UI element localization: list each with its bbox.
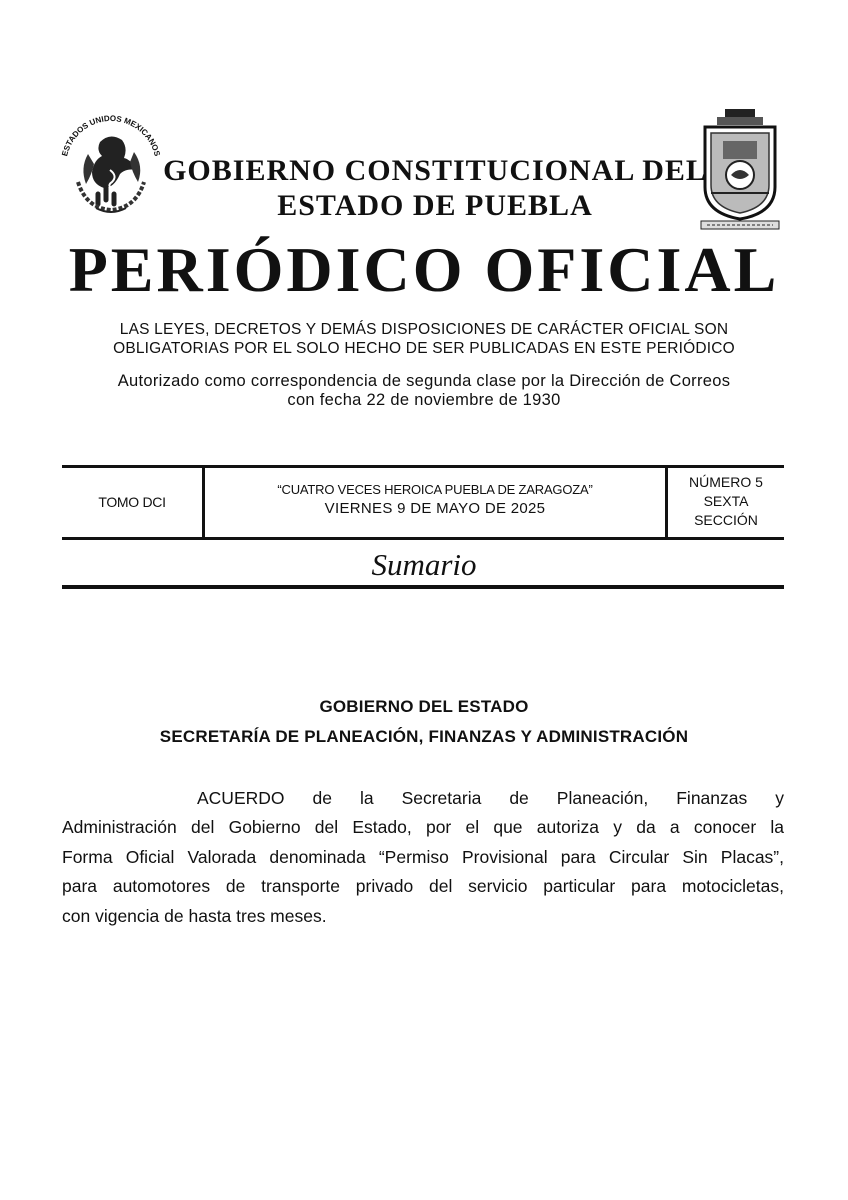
- authorization-line2: con fecha 22 de noviembre de 1930: [287, 391, 561, 409]
- section-label: SECCIÓN: [694, 512, 758, 528]
- city-motto: “CUATRO VECES HEROICA PUEBLA DE ZARAGOZA”: [277, 482, 593, 497]
- agreement-text-line: para automotores de transporte privado del servicio particular para motocicletas,: [62, 876, 784, 896]
- sumario-heading: Sumario: [371, 547, 477, 582]
- issue-number-block: [668, 473, 784, 530]
- issue-date: VIERNES 9 DE MAYO DE 2025: [324, 500, 546, 517]
- issue-number: NÚMERO 5: [689, 474, 763, 490]
- government-title-line1: GOBIERNO CONSTITUCIONAL DEL: [163, 154, 707, 187]
- issue-info-box: [62, 465, 784, 540]
- newspaper-title: PERIÓDICO OFICIAL: [68, 234, 780, 305]
- government-title-line2: ESTADO DE PUEBLA: [277, 189, 593, 222]
- tomo-label: TOMO DCI: [98, 494, 166, 510]
- section-ordinal: SEXTA: [703, 493, 749, 509]
- agreement-text-line: Administración del Gobierno del Estado, por el que autoriza y da a conocer la: [62, 817, 784, 837]
- mexico-coat-of-arms-icon: [52, 104, 170, 222]
- authorization-line1: Autorizado como correspondencia de segunda clase por la Dirección de Correos: [117, 372, 731, 390]
- svg-text:ESTADOS UNIDOS MEXICANOS: ESTADOS UNIDOS MEXICANOS: [60, 113, 162, 158]
- legal-notice-line1: LAS LEYES, DECRETOS Y DEMÁS DISPOSICIONES DE CARÁCTER OFICIAL SON: [119, 321, 729, 338]
- agreement-text-line: Forma Oficial Valorada denominada “Permiso Provisional para Circular Sin Placas”,: [62, 847, 784, 867]
- agreement-text-line: ACUERDO de la Secretaria de Planeación, Finanzas y: [197, 788, 784, 808]
- legal-notice-line2: OBLIGATORIAS POR EL SOLO HECHO DE SER PUBLICADAS EN ESTE PERIÓDICO: [113, 340, 735, 357]
- section-heading-secretariat: SECRETARÍA DE PLANEACIÓN, FINANZAS Y ADMINISTRACIÓN: [159, 727, 689, 746]
- section-heading-government: GOBIERNO DEL ESTADO: [319, 697, 529, 716]
- divider: [62, 585, 784, 589]
- agreement-text-line: con vigencia de hasta tres meses.: [62, 906, 327, 926]
